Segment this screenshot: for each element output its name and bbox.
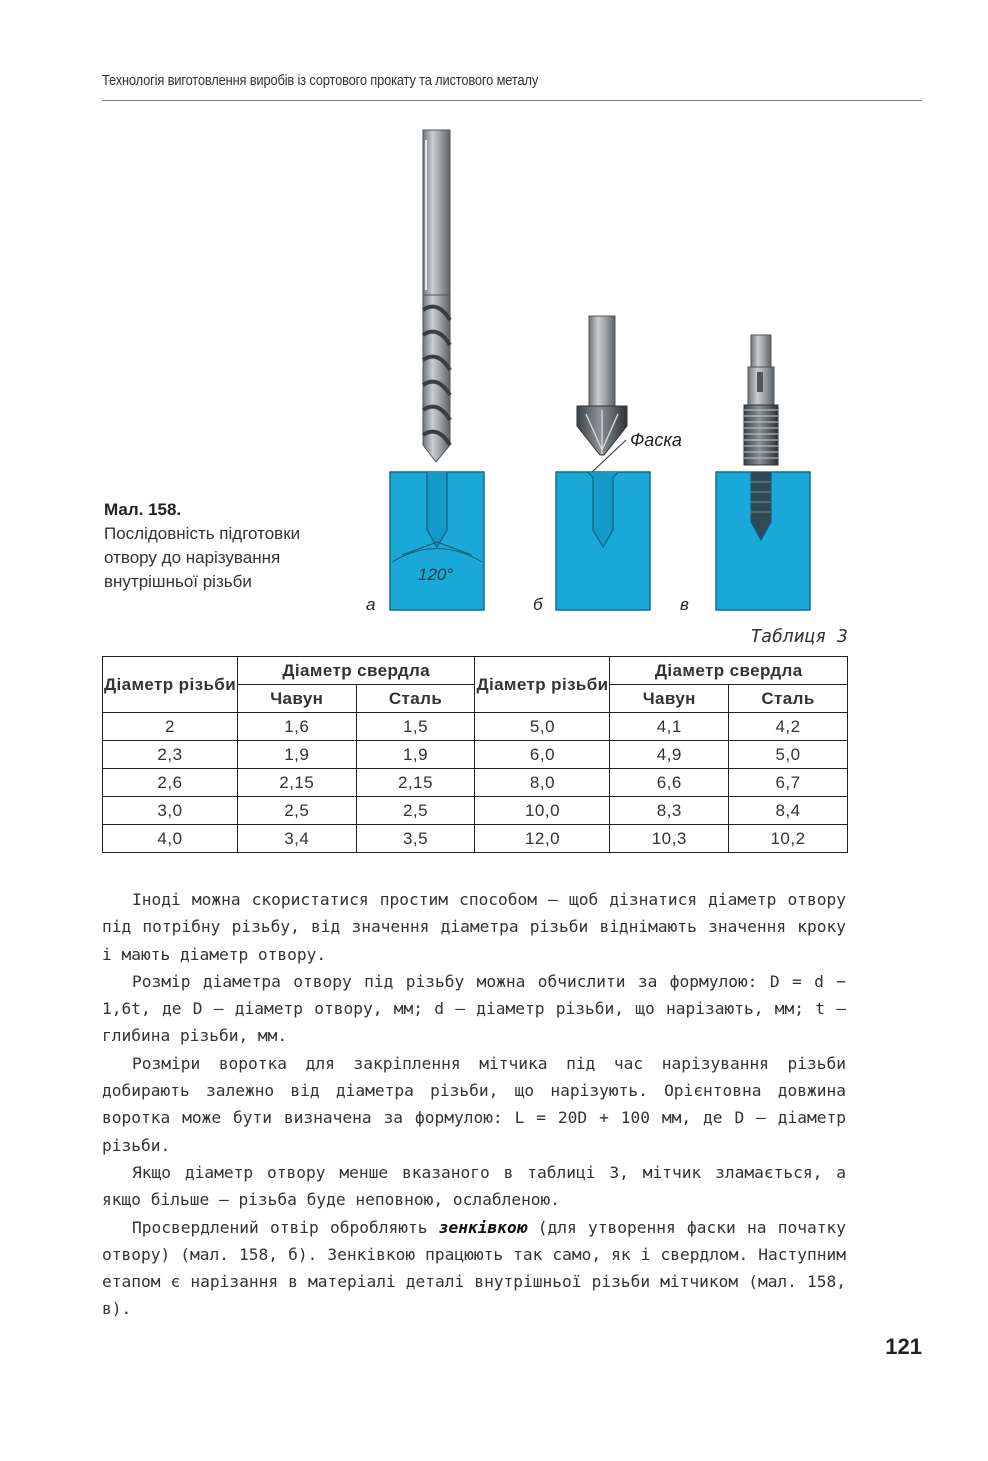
- workpiece-a: [390, 472, 484, 610]
- countersink-illustration: [577, 316, 627, 455]
- tap-illustration: [744, 335, 778, 465]
- table-title: Таблиця 3: [750, 626, 848, 647]
- paragraph: [102, 1214, 846, 1323]
- body-text: [102, 886, 846, 1323]
- angle-label: 120°: [418, 565, 454, 584]
- table-cell: 10,0: [475, 797, 610, 825]
- table-row: [103, 769, 848, 797]
- paragraph: Розміри воротка для закріплення мітчика під час нарізування різьби добирають залежно від діаметра різьби, що нарізують. Орієнтовна довжина воротка може бути визначена за формулою: L = 20D + 100 мм, де D — діаметр різьби.: [102, 1053, 846, 1155]
- paragraph: Іноді можна скористатися простим способом — щоб дізнатися діаметр отвору під потрібну різьбу, від значення діаметра різьби віднімають значення кроку і мають діаметр отвору.: [102, 890, 846, 964]
- panel-label-c: в: [680, 595, 689, 614]
- caption-text: Послідовність підготовки отвору до нарізування внутрішньої різьби: [104, 524, 301, 591]
- paragraph-end: (для утворення фаски на початку отвору) (мал. 158, б). Зенківкою працюють так само, як і свердлом. Наступним етапом є нарізання в матеріалі деталі внутрішньої різьби мітчиком (мал. 158, в).: [102, 1217, 846, 1319]
- table-cell: 1,6: [238, 713, 357, 741]
- col-thread-diameter-1: Діаметр різьби: [103, 657, 238, 713]
- table-cell: 4,2: [729, 713, 848, 741]
- table-cell: 2: [103, 713, 238, 741]
- col-drill-diameter-2: Діаметр свердла: [610, 657, 848, 685]
- table-cell: 1,5: [356, 713, 475, 741]
- table-cell: 2,3: [103, 741, 238, 769]
- table-cell: 8,4: [729, 797, 848, 825]
- table-cell: 5,0: [475, 713, 610, 741]
- figure-158: [330, 110, 830, 620]
- table-cell: 8,0: [475, 769, 610, 797]
- figure-caption: [104, 498, 344, 594]
- table-row: [103, 797, 848, 825]
- table-cell: 2,5: [238, 797, 357, 825]
- table-cell: 2,6: [103, 769, 238, 797]
- table-cell: 10,3: [610, 825, 729, 853]
- page-number: 121: [885, 1334, 922, 1359]
- term-countersink: зенківкою: [438, 1217, 527, 1237]
- table-cell: 3,5: [356, 825, 475, 853]
- table-cell: 2,15: [356, 769, 475, 797]
- table-cell: 3,4: [238, 825, 357, 853]
- running-head: Технологія виготовлення виробів із сортового прокату та листового металу: [102, 72, 539, 89]
- panel-label-b: б: [533, 595, 543, 614]
- drill-illustration: [423, 130, 450, 462]
- table-header-row: [103, 657, 848, 685]
- drill-diameter-table: [102, 656, 848, 853]
- col-drill-diameter-1: Діаметр свердла: [238, 657, 475, 685]
- table-row: [103, 825, 848, 853]
- table-cell: 6,7: [729, 769, 848, 797]
- table-cell: 6,6: [610, 769, 729, 797]
- workpiece-b: [556, 472, 650, 610]
- table-cell: 2,5: [356, 797, 475, 825]
- panel-label-a: а: [366, 595, 376, 614]
- table-cell: 4,9: [610, 741, 729, 769]
- table-cell: 1,9: [238, 741, 357, 769]
- paragraph: Розмір діаметра отвору під різьбу можна обчислити за формулою: D = d − 1,6t, де D — діаметр отвору, мм; d — діаметр різьби, що нарізають, мм; t — глибина різьби, мм.: [102, 971, 846, 1046]
- table-cell: 8,3: [610, 797, 729, 825]
- table-cell: 10,2: [729, 825, 848, 853]
- caption-number: Мал. 158.: [104, 500, 182, 519]
- table-row: [103, 713, 848, 741]
- col-steel-2: Сталь: [729, 685, 848, 713]
- paragraph-start: Просвердлений отвір обробляють: [132, 1217, 428, 1237]
- col-cast-iron-2: Чавун: [610, 685, 729, 713]
- table-cell: 5,0: [729, 741, 848, 769]
- table-cell: 2,15: [238, 769, 357, 797]
- paragraph: Якщо діаметр отвору менше вказаного в таблиці 3, мітчик зламається, а якщо більше — різьба буде неповною, ослабленою.: [102, 1162, 846, 1210]
- table-cell: 4,1: [610, 713, 729, 741]
- table-cell: 3,0: [103, 797, 238, 825]
- header-divider: [102, 100, 922, 101]
- table-cell: 1,9: [356, 741, 475, 769]
- table-cell: 4,0: [103, 825, 238, 853]
- chamfer-label: Фаска: [630, 430, 682, 450]
- workpiece-c: [716, 472, 810, 610]
- col-cast-iron-1: Чавун: [238, 685, 357, 713]
- table-cell: 12,0: [475, 825, 610, 853]
- col-steel-1: Сталь: [356, 685, 475, 713]
- table-row: [103, 741, 848, 769]
- col-thread-diameter-2: Діаметр різьби: [475, 657, 610, 713]
- table-cell: 6,0: [475, 741, 610, 769]
